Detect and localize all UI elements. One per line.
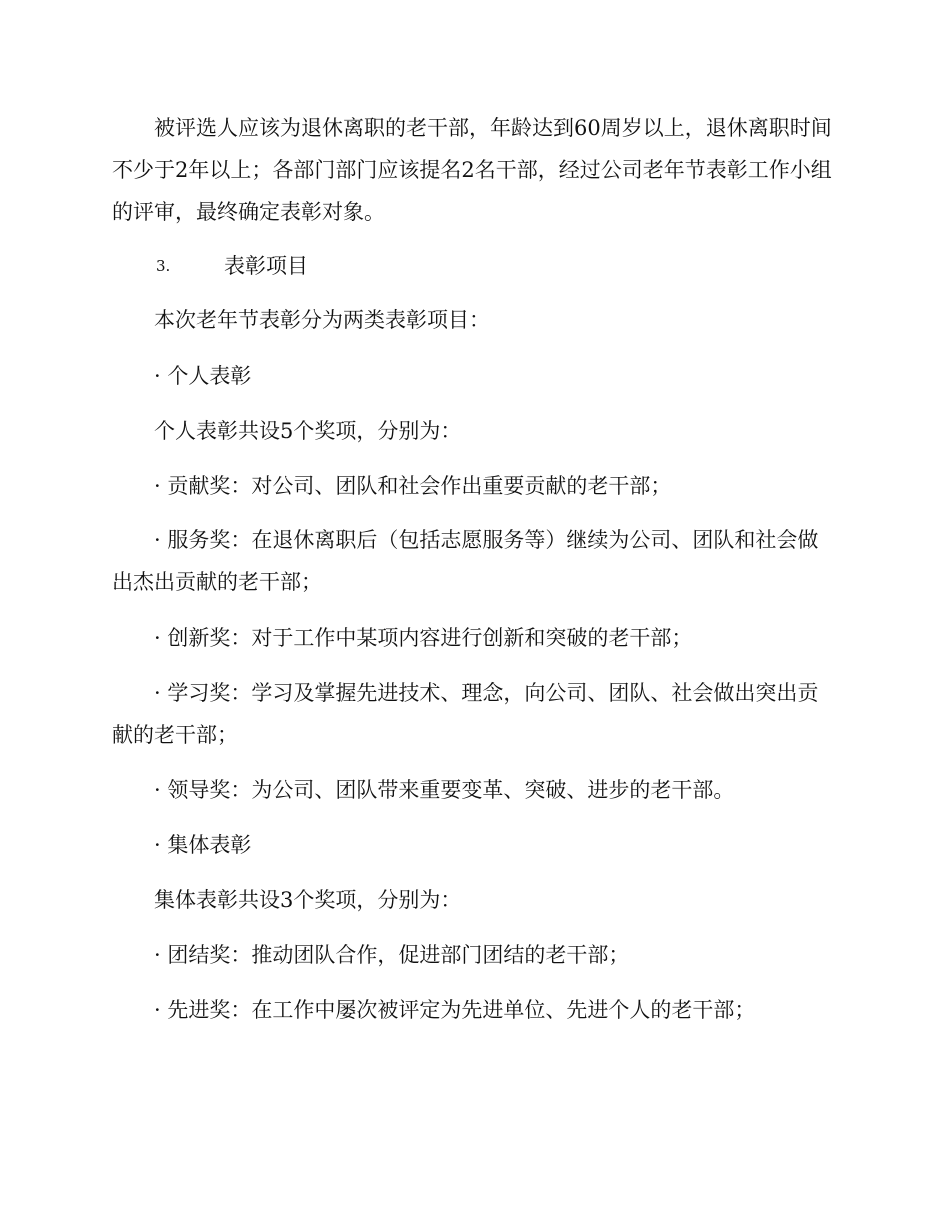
section-title: 表彰项目: [224, 254, 308, 278]
eligibility-paragraph: 被评选人应该为退休离职的老干部，年龄达到60周岁以上，退休离职时间不少于2年以上；各部门部门应该提名2名干部，经过公司老年节表彰工作小组的评审，最终确定表彰对象。: [112, 116, 832, 224]
collective-award-intro: 集体表彰共设3个奖项，分别为：: [154, 888, 462, 912]
bullet-collective-award: · 集体表彰: [154, 833, 252, 857]
bullet-service-award: · 服务奖：在退休离职后（包括志愿服务等）继续为公司、团队和社会做出杰出贡献的老干部；: [112, 528, 819, 594]
bullet-advanced-award: · 先进奖：在工作中屡次被评定为先进单位、先进个人的老干部；: [154, 998, 756, 1022]
bullet-leadership-award: · 领导奖：为公司、团队带来重要变革、突破、进步的老干部。: [154, 778, 735, 802]
bullet-innovation-award: · 创新奖：对于工作中某项内容进行创新和突破的老干部；: [154, 626, 693, 650]
section-number: 3.: [156, 257, 171, 275]
bullet-contribution-award: · 贡献奖：对公司、团队和社会作出重要贡献的老干部；: [154, 474, 672, 498]
intro-paragraph: 本次老年节表彰分为两类表彰项目：: [154, 308, 490, 332]
bullet-unity-award: · 团结奖：推动团队合作，促进部门团结的老干部；: [154, 943, 630, 967]
bullet-learning-award: · 学习奖：学习及掌握先进技术、理念，向公司、团队、社会做出突出贡献的老干部；: [112, 681, 819, 747]
bullet-personal-award: · 个人表彰: [154, 364, 252, 388]
personal-award-intro: 个人表彰共设5个奖项，分别为：: [154, 419, 462, 443]
